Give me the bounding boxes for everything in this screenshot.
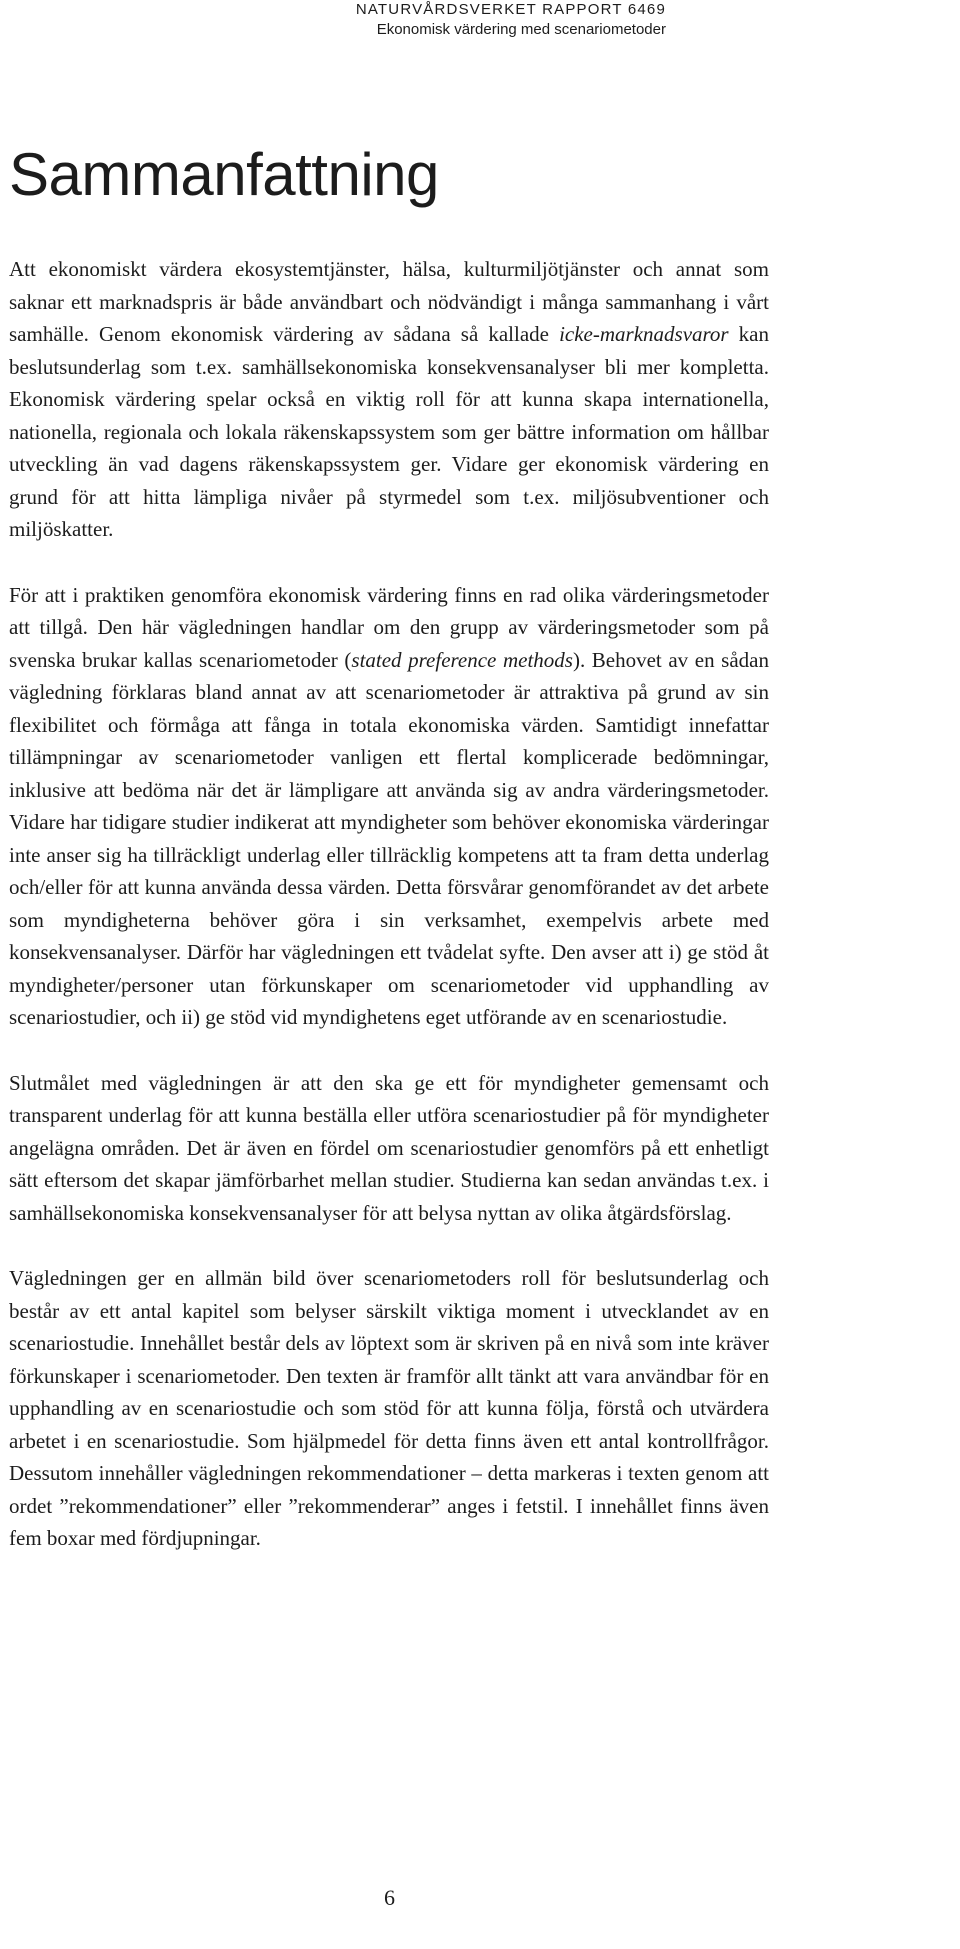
paragraph-3: Slutmålet med vägledningen är att den ska ge ett för myndigheter gemensamt och transparent underlag för att kunna beställa eller utföra scenariostudier på för myndigheter angelägna områden. Det är även en fördel om scenariostudier genomförs på ett enhetligt sätt eftersom det skapar jämförbarhet mellan studier. Studierna kan sedan användas t.ex. i samhällsekonomiska konsekvensanalyser för att belysa nyttan av olika åtgärdsförslag.	[9, 1070, 769, 1225]
paragraph-1-text-a: Att ekonomiskt värdera ekosystemtjänster, hälsa, kulturmiljötjänster och annat som saknar ett marknadspris är både användbart och nödvändigt i många sammanhang i vårt samhälle. Genom ekonomisk värdering av sådana så kallade	[9, 257, 769, 346]
running-header	[356, 0, 666, 39]
report-subtitle: Ekonomisk värdering med scenariometoder	[376, 20, 666, 38]
report-series: NATURVÅRDSVERKET RAPPORT 6469	[355, 1, 666, 18]
paragraph-2-text-a: För att i praktiken genomföra ekonomisk värdering finns en rad olika värderingsmetoder att tillgå. Den här vägledningen handlar om den grupp av värderingsmetoder som på svenska brukar kallas scenariometoder (	[9, 582, 769, 672]
page-number: 6	[384, 1885, 395, 1910]
body-text	[9, 253, 769, 1588]
paragraph-2-emphasis: stated preference methods	[351, 647, 573, 672]
paragraph-2-text-b: ). Behovet av en sådan vägledning förklaras bland annat av att scenariometoder är attraktiva på grund av sin flexibilitet och förmåga att fånga in totala ekonomiska värden. Samtidigt innefattar tillämpningar av scenariometoder vanligen ett flertal komplicerade bedömningar, inklusive att bedöma när det är lämpligare att använda sig av andra värderingsmetoder. Vidare har tidigare studier indikerat att myndigheter som behöver ekonomiska värderingar inte anser sig ha tillräckligt underlag eller tillräcklig kompetens att ta fram detta underlag och/eller för att kunna använda dessa värden. Detta försvårar genomförandet av det arbete som myndigheterna behöver göra i sin verksamhet, exempelvis arbete med konsekvensanalyser. Därför har vägledningen ett tvådelat syfte. Den avser att i) ge stöd åt myndigheter/personer utan förkunskaper om scenariometoder vid upphandling av scenariostudier, och ii) ge stöd vid myndighetens eget utförande av en scenariostudie.	[9, 647, 769, 1029]
paragraph-1-text-b: kan beslutsunderlag som t.ex. samhällsekonomiska konsekvensanalyser bli mer kompletta. Ekonomisk värdering spelar också en viktig roll för att kunna skapa internationella, nationella, regionala och lokala räkenskapssystem som ger bättre information om hållbar utveckling än vad dagens räkenskapssystem ger. Vidare ger ekonomisk värdering en grund för att hitta lämpliga nivåer på styrmedel som t.ex. miljösubventioner och miljöskatter.	[9, 322, 769, 541]
page-title: Sammanfattning	[9, 141, 439, 208]
paragraph-1	[9, 253, 769, 546]
paragraph-1-emphasis: icke-marknadsvaror	[559, 322, 729, 346]
paragraph-2	[9, 579, 769, 1034]
paragraph-4: Vägledningen ger en allmän bild över scenariometoders roll för beslutsunderlag och består av ett antal kapitel som belyser särskilt viktiga moment i utvecklandet av en scenariostudie. Innehållet består dels av löptext som är skriven på en nivå som inte kräver förkunskaper i scenariometoder. Den texten är framför allt tänkt att vara användbar för en upphandling av en scenariostudie och som stöd för att kunna följa, förstå och utvärdera arbetet i en scenariostudie. Som hjälpmedel för detta finns även ett antal kontrollfrågor. Dessutom innehåller vägledningen rekommendationer – detta markeras i texten genom att ordet ”rekommendationer” eller ”rekommenderar” anges i fetstil. I innehållet finns även fem boxar med fördjupningar.	[9, 1266, 769, 1550]
